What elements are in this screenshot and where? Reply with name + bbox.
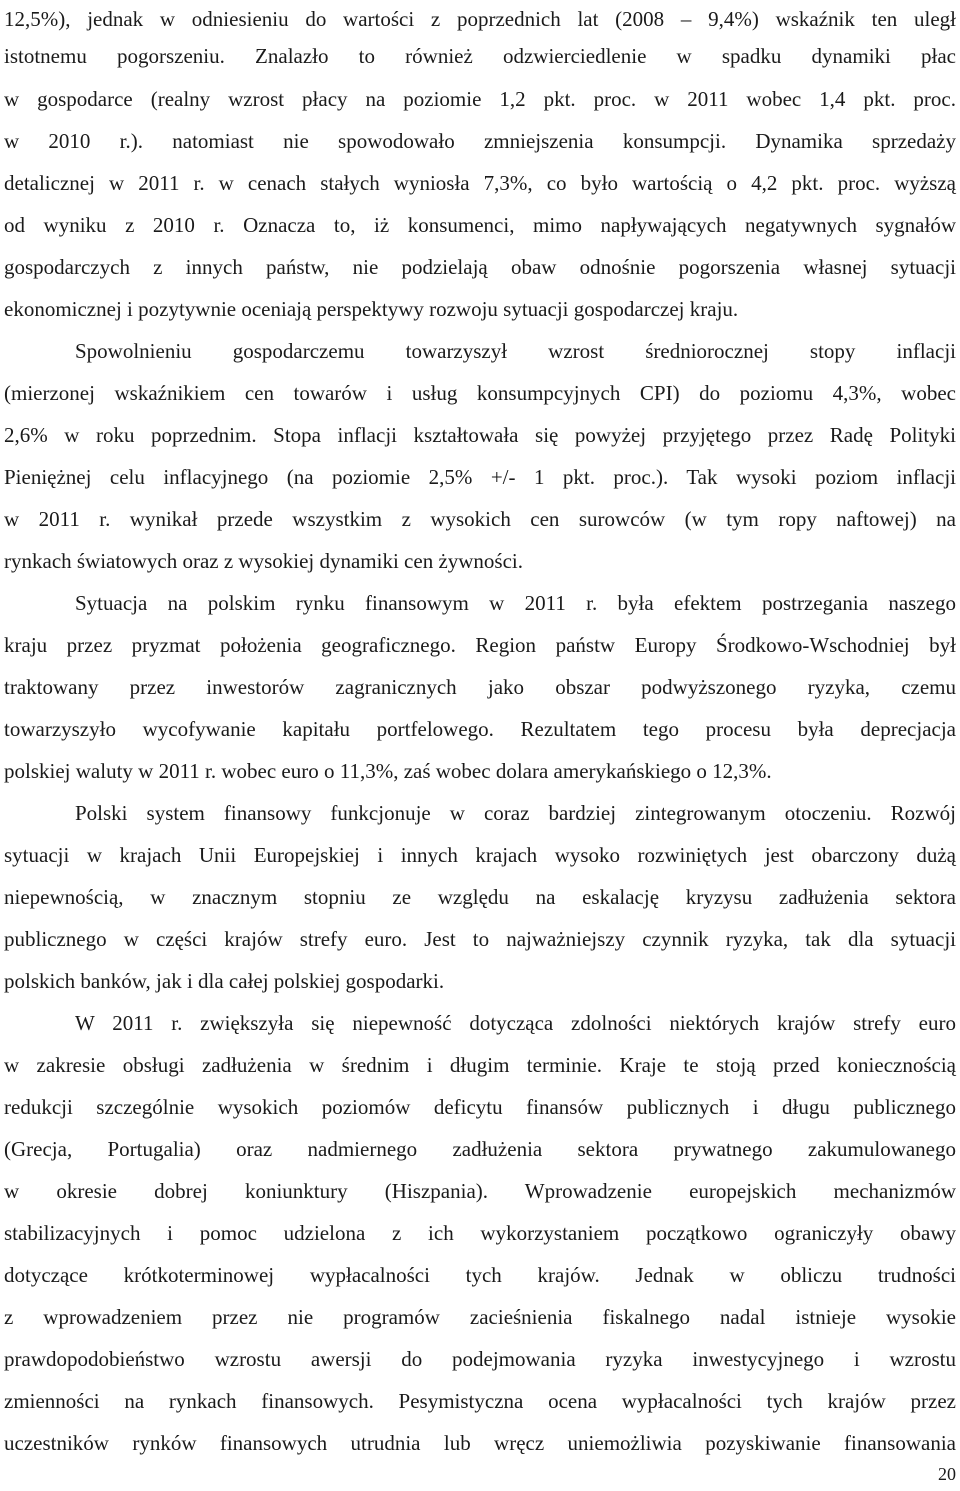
text-line: 2,6% w roku poprzednim. Stopa inflacji kształtowała się powyżej przyjętego przez Radę Polityki (4, 423, 956, 447)
text-line: prawdopodobieństwo wzrostu awersji do podejmowania ryzyka inwestycyjnego i wzrostu (4, 1347, 956, 1371)
text-line: (mierzonej wskaźnikiem cen towarów i usług konsumpcyjnych CPI) do poziomu 4,3%, wobec (4, 381, 956, 405)
text-line: sytuacji w krajach Unii Europejskiej i innych krajach wysoko rozwiniętych jest obarczony dużą (4, 843, 956, 867)
page-number: 20 (938, 1464, 956, 1484)
text-line: (Grecja, Portugalia) oraz nadmiernego zadłużenia sektora prywatnego zakumulowanego (4, 1137, 956, 1161)
text-line: Polski system finansowy funkcjonuje w coraz bardziej zintegrowanym otoczeniu. Rozwój (75, 801, 956, 825)
text-line: towarzyszyło wycofywanie kapitału portfelowego. Rezultatem tego procesu była deprecjacja (4, 717, 956, 741)
text-line: istotnemu pogorszeniu. Znalazło to również odzwierciedlenie w spadku dynamiki płac (4, 44, 956, 68)
text-line: stabilizacyjnych i pomoc udzielona z ich wykorzystaniem początkowo ograniczyły obawy (4, 1221, 956, 1245)
text-line: niepewnością, w znacznym stopniu ze względu na eskalację kryzysu zadłużenia sektora (4, 885, 956, 909)
text-line: Spowolnieniu gospodarczemu towarzyszył wzrost średniorocznej stopy inflacji (75, 339, 956, 363)
text-line: w 2010 r.). natomiast nie spowodowało zmniejszenia konsumpcji. Dynamika sprzedaży (4, 129, 956, 153)
text-line: Sytuacja na polskim rynku finansowym w 2011 r. była efektem postrzegania naszego (75, 591, 956, 615)
text-line: W 2011 r. zwiększyła się niepewność dotycząca zdolności niektórych krajów strefy euro (75, 1011, 956, 1035)
text-line: detalicznej w 2011 r. w cenach stałych wyniosła 7,3%, co było wartością o 4,2 pkt. proc. wyższą (4, 171, 956, 195)
text-line: w zakresie obsługi zadłużenia w średnim i długim terminie. Kraje te stoją przed koniecznością (4, 1053, 956, 1077)
text-line: polskiej waluty w 2011 r. wobec euro o 11,3%, zaś wobec dolara amerykańskiego o 12,3%. (4, 759, 772, 783)
text-line: traktowany przez inwestorów zagranicznych jako obszar podwyższonego ryzyka, czemu (4, 675, 956, 699)
text-line: gospodarczych z innych państw, nie podzielają obaw odnośnie pogorszenia własnej sytuacji (4, 255, 956, 279)
text-line: w 2011 r. wynikał przede wszystkim z wysokich cen surowców (w tym ropy naftowej) na (4, 507, 956, 531)
text-line: zmienności na rynkach finansowych. Pesymistyczna ocena wypłacalności tych krajów przez (4, 1389, 956, 1413)
text-line: z wprowadzeniem przez nie programów zacieśnienia fiskalnego nadal istnieje wysokie (4, 1305, 956, 1329)
text-line: uczestników rynków finansowych utrudnia lub wręcz uniemożliwia pozyskiwanie finansowania (4, 1431, 956, 1455)
text-line: w okresie dobrej koniunktury (Hiszpania). Wprowadzenie europejskich mechanizmów (4, 1179, 956, 1203)
text-line: kraju przez pryzmat położenia geograficznego. Region państw Europy Środkowo-Wschodniej był (4, 633, 956, 657)
text-line: polskich banków, jak i dla całej polskiej gospodarki. (4, 969, 445, 993)
text-line: publicznego w części krajów strefy euro. Jest to najważniejszy czynnik ryzyka, tak dla sytuacji (4, 927, 956, 951)
text-line: ekonomicznej i pozytywnie oceniają perspektywy rozwoju sytuacji gospodarczej kraju. (4, 297, 739, 321)
text-line: rynkach światowych oraz z wysokiej dynamiki cen żywności. (4, 549, 524, 573)
text-line: dotyczące krótkoterminowej wypłacalności tych krajów. Jednak w obliczu trudności (4, 1263, 956, 1287)
text-line: redukcji szczególnie wysokich poziomów deficytu finansów publicznych i długu publicznego (4, 1095, 956, 1119)
text-line: 12,5%), jednak w odniesieniu do wartości z poprzednich lat (2008 – 9,4%) wskaźnik ten uległ (4, 7, 956, 31)
text-line: od wyniku z 2010 r. Oznacza to, iż konsumenci, mimo napływających negatywnych sygnałów (4, 213, 956, 237)
text-line: w gospodarce (realny wzrost płacy na poziomie 1,2 pkt. proc. w 2011 wobec 1,4 pkt. proc. (4, 87, 956, 111)
text-line: Pieniężnej celu inflacyjnego (na poziomie 2,5% +/- 1 pkt. proc.). Tak wysoki poziom inflacji (4, 465, 956, 489)
